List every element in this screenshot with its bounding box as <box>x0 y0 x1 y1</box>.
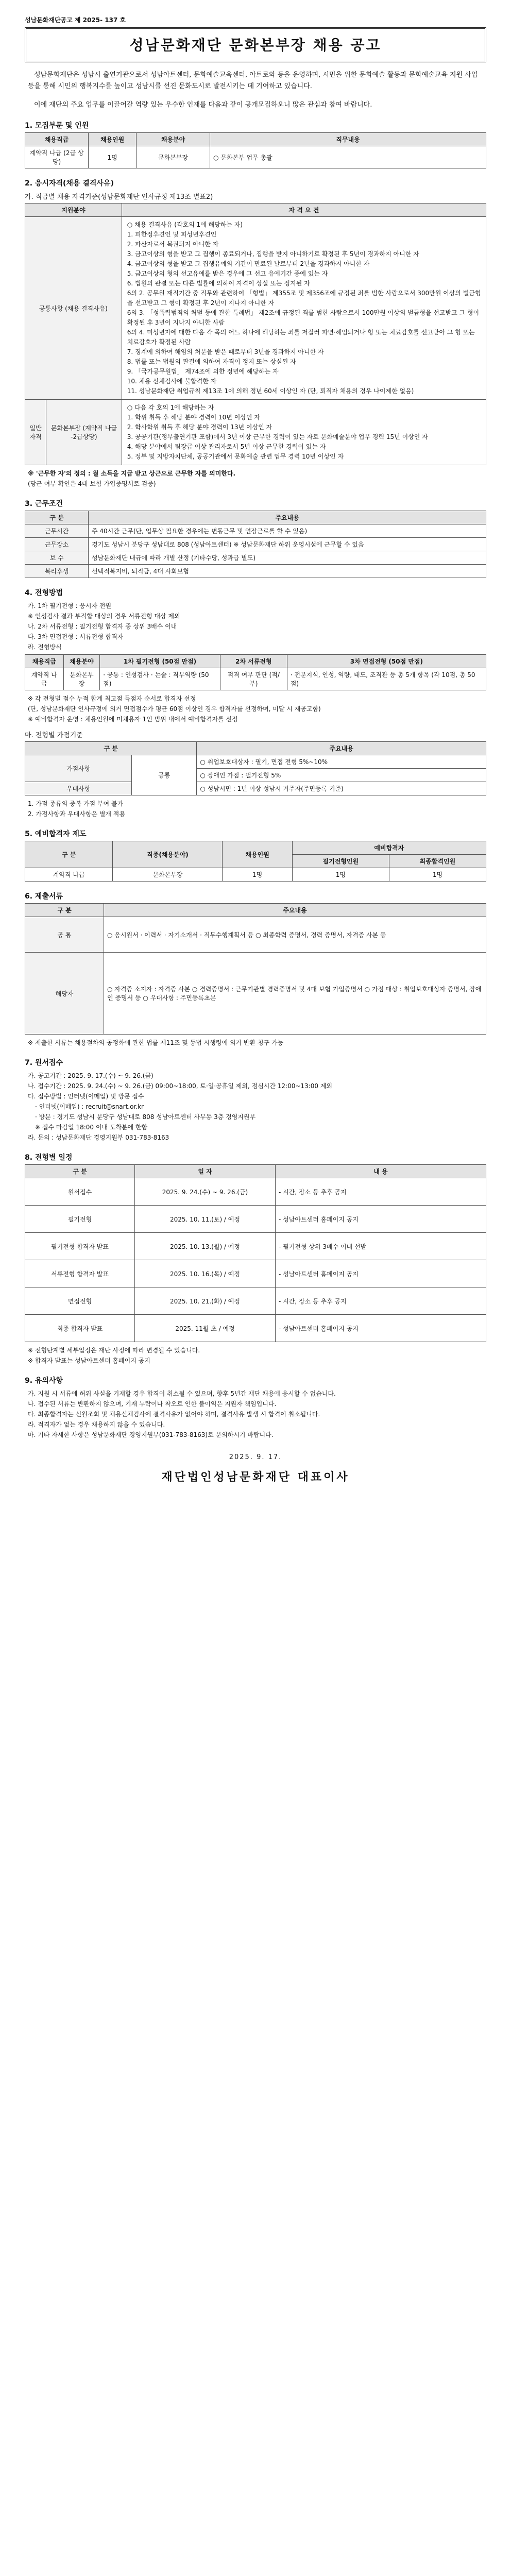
table-cell: 근무장소 <box>25 538 89 551</box>
table-row <box>25 400 486 465</box>
table-header: 직종(채용분야) <box>113 841 223 868</box>
list-item: 1. 학위 취득 후 해당 분야 경력이 10년 이상인 자 <box>127 414 260 421</box>
selection-table <box>25 654 486 690</box>
section-7-title: 7. 원서접수 <box>25 1059 63 1067</box>
application-line: · 인터넷(이메일) : recruit@snart.or.kr <box>35 1103 144 1110</box>
caution-item: 가. 지원 시 서류에 허위 사실을 기재할 경우 합격이 취소될 수 있으며, 향후 5년간 재단 채용에 응시할 수 없습니다. <box>28 1390 336 1397</box>
table-cell: 2025. 9. 24.(수) ~ 9. 26.(금) <box>135 1178 276 1206</box>
table-cell: 계약직 나급 <box>25 868 113 882</box>
section-5-title: 5. 예비합격자 제도 <box>25 830 87 838</box>
table-header: 예비합격자 <box>292 841 486 855</box>
table-row <box>25 551 486 565</box>
table-row <box>25 1315 486 1342</box>
table-cell: 성남문화재단 내규에 따라 개별 산정 (기타수당, 성과급 별도) <box>89 551 486 565</box>
table-cell: ○ 장애인 가점 : 필기전형 5% <box>197 769 486 782</box>
notice-date: 2025. 9. 17. <box>229 1453 282 1461</box>
schedule-table <box>25 1164 486 1342</box>
table-cell: 문화본부장 <box>113 868 223 882</box>
table-cell: ○ 자격증 소지자 : 자격증 사본 ○ 경력증명서 : 근무기관별 경력증명서 및 4대 보험 가입증명서 ○ 가점 대상 : 취업보호대상자 증명서, 장애인 증명서 등 ○ 우대사항 : 주민등록초본 <box>104 953 486 1035</box>
schedule-note: ※ 합격자 발표는 성남아트센터 홈페이지 공지 <box>28 1357 150 1364</box>
selection-line: 다. 3차 면접전형 : 서류전형 합격자 <box>28 633 124 640</box>
table-header: 3차 면접전형 (50점 만점) <box>287 655 486 668</box>
table-row <box>25 1260 486 1287</box>
qualification-footnote-1: ※ '근무한 자'의 정의 : 월 소득을 지급 받고 상근으로 근무한 자를 의미한다. <box>28 470 236 477</box>
application-line: 다. 접수방법 : 인터넷(이메일) 및 방문 접수 <box>28 1093 144 1100</box>
table-header: 구 분 <box>25 511 89 524</box>
issuer-name: 재단법인성남문화재단 대표이사 <box>161 1470 350 1484</box>
table-cell: 우대사항 <box>25 782 132 795</box>
table-cell: 2025. 10. 16.(목) / 예정 <box>135 1260 276 1287</box>
table-header: 최종합격인원 <box>389 855 486 868</box>
list-item: 4. 해당 분야에서 팀장급 이상 관리자로서 5년 이상 근무한 경력이 있는 자 <box>127 443 326 450</box>
table-header: 구 분 <box>25 841 113 868</box>
table-row <box>25 565 486 578</box>
selection-line: 가. 1차 필기전형 : 응시자 전원 <box>28 602 112 609</box>
section-6-title: 6. 제출서류 <box>25 892 63 901</box>
table-cell: 최종 합격자 발표 <box>25 1315 135 1342</box>
table-cell: 1명 <box>223 868 292 882</box>
table-cell: 2025. 11월 초 / 예정 <box>135 1315 276 1342</box>
intro-paragraph-2: 이에 재단의 주요 업무를 이끌어갈 역량 있는 우수한 인재를 다음과 같이 공개모집하오니 많은 관심과 참여 바랍니다. <box>34 101 372 109</box>
table-cell: ○ 문화본부 업무 총괄 <box>210 146 486 168</box>
table-row <box>25 755 486 769</box>
table-row <box>25 217 486 400</box>
table-header: 주요내용 <box>89 511 486 524</box>
table-row <box>25 953 486 1035</box>
table-cell: 면접전형 <box>25 1287 135 1315</box>
application-line: 가. 공고기간 : 2025. 9. 17.(수) ~ 9. 26.(금) <box>28 1072 154 1079</box>
list-item: 4. 금고이상의 형을 받고 그 집행유예의 기간이 만료된 날로부터 2년을 경과하지 아니한 자 <box>127 260 370 267</box>
table-cell: 보 수 <box>25 551 89 565</box>
table-cell: ○ 취업보호대상자 : 필기, 면접 전형 5%~10% <box>197 755 486 769</box>
section-1-title: 1. 모집부문 및 인원 <box>25 122 89 130</box>
signoff <box>25 1453 486 1484</box>
table-cell: 선택적복지비, 퇴직금, 4대 사회보험 <box>89 565 486 578</box>
general-list <box>125 220 483 396</box>
table-cell: - 시간, 장소 등 추후 공지 <box>276 1287 486 1315</box>
selection-note: ※ 각 전형별 점수 누적 합계 최고점 득점자 순서로 합격자 선정 <box>28 695 196 702</box>
selection-note: ※ 예비합격자 운영 : 채용인원에 미채용자 1인 범위 내에서 예비합격자를 선정 <box>28 716 238 723</box>
section-9-title: 9. 유의사항 <box>25 1377 63 1385</box>
work-condition-table <box>25 511 486 578</box>
table-cell: - 성남아트센터 홈페이지 공지 <box>276 1315 486 1342</box>
list-item: 8. 법률 또는 법원의 판결에 의하여 자격이 정지 또는 상실된 자 <box>127 358 296 365</box>
selection-line: 나. 2차 서류전형 : 필기전형 합격자 중 상위 3배수 이내 <box>28 623 177 630</box>
table-header: 구 분 <box>25 742 197 755</box>
table-header: 주요내용 <box>197 742 486 755</box>
table-cell: - 성남아트센터 홈페이지 공지 <box>276 1260 486 1287</box>
list-item: ○ 다음 각 호의 1에 해당하는 자 <box>127 404 214 411</box>
table-cell: 계약직 나급 <box>25 668 64 690</box>
caution-item: 나. 접수된 서류는 반환하지 않으며, 기재 누락이나 착오로 인한 불이익은 지원자 책임입니다. <box>28 1400 277 1408</box>
table-row <box>25 1206 486 1233</box>
list-item: 1. 피한정후견인 및 피성년후견인 <box>127 231 217 238</box>
qualification-footnote-2: (당근 여부 확인은 4대 보험 가입증명서로 검증) <box>28 480 156 487</box>
bonus-table <box>25 741 486 795</box>
caution-item: 라. 적격자가 없는 경우 채용하지 않을 수 있습니다. <box>28 1421 165 1428</box>
selection-note: (단, 성남문화재단 인사규정에 의거 면접점수가 평균 60점 이상인 경우 합격자를 선정하며, 미달 시 재공고함) <box>28 705 321 713</box>
table-row <box>25 524 486 538</box>
table-row <box>25 538 486 551</box>
table-header: 채용분야 <box>63 655 100 668</box>
table-header: 구 분 <box>25 1165 135 1178</box>
table-cell: 근무시간 <box>25 524 89 538</box>
table-cell: 2025. 10. 21.(화) / 예정 <box>135 1287 276 1315</box>
page-title: 성남문화재단 문화본부장 채용 공고 <box>25 27 486 62</box>
list-item: 5. 정부 및 지방자치단체, 공공기관에서 문화예술 관련 업무 경력 10년 이상인 자 <box>127 453 344 460</box>
table-cell: 필기전형 <box>25 1206 135 1233</box>
list-item: 7. 징계에 의하여 해임의 처분을 받은 때로부터 3년을 경과하지 아니한 자 <box>127 348 324 355</box>
table-header: 필기전형인원 <box>292 855 389 868</box>
table-cell: 공 통 <box>25 917 104 953</box>
table-cell: 문화본부장 <box>63 668 100 690</box>
qualification-table <box>25 203 486 465</box>
notice-page <box>25 15 486 1484</box>
table-row <box>25 868 486 882</box>
table-cell: 문화본부장 <box>137 146 210 168</box>
caution-item: 다. 최종합격자는 신원조회 및 채용신체검사에 결격사유가 없어야 하며, 결격사유 발생 시 합격이 취소됩니다. <box>28 1411 320 1418</box>
list-item: 3. 공공기관(정부출연기관 포함)에서 3년 이상 근무한 경력이 있는 자로 문화예술분야 업무 경력 15년 이상인 자 <box>127 433 428 440</box>
table-header: 직무내용 <box>210 133 486 146</box>
general-requirements <box>122 217 486 400</box>
table-header: 내 용 <box>276 1165 486 1178</box>
position-list <box>125 403 483 462</box>
table-header: 채용인원 <box>89 133 137 146</box>
list-item: 11. 성남문화재단 취업규칙 제13조 1에 의해 정년 60세 이상인 자 (단, 퇴직자 채용의 경우 나이제한 없음) <box>127 387 414 395</box>
table-cell: 경기도 성남시 분당구 성남대로 808 (성남아트센터) ※ 성남문화재단 하위 운영시설에 근무할 수 있음 <box>89 538 486 551</box>
schedule-note: ※ 전형단계별 세부일정은 재단 사정에 따라 변경될 수 있습니다. <box>28 1347 200 1354</box>
selection-line: 라. 전형방식 <box>28 643 62 651</box>
table-row <box>25 782 486 795</box>
reserve-table <box>25 841 486 882</box>
documents-note: ※ 제출한 서류는 채용절차의 공정화에 관한 법률 제11조 및 동법 시행령에 의거 반환 청구 가능 <box>28 1039 284 1046</box>
position-requirements <box>122 400 486 465</box>
table-header: 2차 서류전형 <box>220 655 287 668</box>
section-2-title: 2. 응시자격(채용 결격사유) <box>25 179 114 188</box>
table-header: 1차 필기전형 (50점 만점) <box>100 655 220 668</box>
list-item: 10. 채용 신체검사에 불합격한 자 <box>127 378 217 385</box>
table-header: 채용직급 <box>25 133 89 146</box>
list-item: 6의 4. 미성년자에 대한 다음 각 목의 어느 하나에 해당하는 죄를 저질러 파면·해임되거나 형 또는 치료감호를 선고받아 그 형 또는 치료감호가 확정된 사람 <box>127 329 475 346</box>
general-label: 공통사항 (채용 결격사유) <box>25 217 122 400</box>
table-cell: 해당자 <box>25 953 104 1035</box>
table-cell: 1명 <box>89 146 137 168</box>
recruit-table <box>25 132 486 168</box>
table-cell: 서류전형 합격자 발표 <box>25 1260 135 1287</box>
list-item: 6의 2. 공무원 재직기간 중 직무와 관련하여 「형법」 제355조 및 제356조에 규정된 죄를 범한 사람으로서 300만원 이상의 벌금형을 선고받고 그 형이 확정된 후 2년이 지나지 아니한 자 <box>127 290 481 307</box>
table-header: 채용분야 <box>137 133 210 146</box>
table-header: 채용인원 <box>223 841 292 868</box>
table-cell: 계약직 나급 (2급 상당) <box>25 146 89 168</box>
table-header: 채용직급 <box>25 655 64 668</box>
table-cell: ○ 성남시민 : 1년 이상 성남시 거주자(주민등록 기준) <box>197 782 486 795</box>
table-cell: ○ 응시원서 · 이력서 · 자기소개서 · 직무수행계획서 등 ○ 최종학력 증명서, 경력 증명서, 자격증 사본 등 <box>104 917 486 953</box>
application-line: · 방문 : 경기도 성남시 분당구 성남대로 808 성남아트센터 사무동 3층 경영지원부 <box>35 1113 256 1121</box>
section-8-title: 8. 전형별 일정 <box>25 1154 73 1162</box>
section-4-title: 4. 전형방법 <box>25 589 63 597</box>
table-cell: 가점사항 <box>25 755 132 782</box>
table-header: 구 분 <box>25 904 104 917</box>
notice-number: 성남문화재단공고 제 2025- 137 호 <box>25 16 126 24</box>
list-item: 5. 금고이상의 형의 선고유예를 받은 경우에 그 선고 유예기간 중에 있는 자 <box>127 270 328 277</box>
table-cell: 1명 <box>389 868 486 882</box>
table-cell: 주 40시간 근무(단, 업무상 필요한 경우에는 변동근무 및 연장근로를 할 수 있음) <box>89 524 486 538</box>
application-line: 나. 접수기간 : 2025. 9. 24.(수) ~ 9. 26.(금) 09:00~18:00, 토·일·공휴일 제외, 점심시간 12:00~13:00 제외 <box>28 1082 332 1090</box>
table-cell: 원서접수 <box>25 1178 135 1206</box>
bonus-title: 마. 전형별 가점기준 <box>25 732 83 739</box>
list-item: 2. 학사학위 취득 후 해당 분야 경력이 13년 이상인 자 <box>127 423 272 431</box>
bonus-note: 1. 가점 종류의 중복 가점 부여 불가 <box>28 800 124 807</box>
intro-paragraph-1: 성남문화재단은 성남시 출연기관으로서 성남아트센터, 문화예술교육센터, 아트로와 등을 운영하며, 시민을 위한 문화예술 활동과 문화예술교육 지원 사업 등을 통해 시민의 행복지수를 높이고 성남시를 선진 문화도시로 발전시키는 데 기여하고 있습니다. <box>28 71 478 90</box>
table-cell: - 시간, 장소 등 추후 공지 <box>276 1178 486 1206</box>
table-cell: · 공통 : 인성검사 · 논술 : 직무역량 (50점) <box>100 668 220 690</box>
documents-table <box>25 903 486 1035</box>
list-item: 9. 「국가공무원법」 제74조에 의한 정년에 해당하는 자 <box>127 368 279 375</box>
table-cell: - 필기전형 상위 3배수 이내 선발 <box>276 1233 486 1260</box>
position-label: 문화본부장 (계약직 나급 -2급상당) <box>46 400 122 465</box>
table-cell: · 전문지식, 인성, 역량, 태도, 조직관 등 총 5개 항목 (각 10점, 총 50점) <box>287 668 486 690</box>
table-row <box>25 668 486 690</box>
section-3-title: 3. 근무조건 <box>25 500 63 508</box>
list-item: ○ 채용 결격사유 (각호의 1에 해당하는 자) <box>127 221 243 228</box>
table-row <box>25 1233 486 1260</box>
table-header: 지원분야 <box>25 204 122 217</box>
table-row <box>25 1287 486 1315</box>
selection-line: ※ 인성검사 결과 부적합 대상의 경우 서류전형 대상 제외 <box>28 613 180 620</box>
table-header: 일 자 <box>135 1165 276 1178</box>
table-cell: 2025. 10. 11.(토) / 예정 <box>135 1206 276 1233</box>
table-cell: 적격 여부 판단 (적/부) <box>220 668 287 690</box>
table-cell: - 성남아트센터 홈페이지 공지 <box>276 1206 486 1233</box>
table-header: 자 격 요 건 <box>122 204 486 217</box>
caution-item: 마. 기타 자세한 사항은 성남문화재단 경영지원부(031-783-8163)로 문의하시기 바랍니다. <box>28 1431 274 1438</box>
table-header: 주요내용 <box>104 904 486 917</box>
application-line: 라. 문의 : 성남문화재단 경영지원부 031-783-8163 <box>28 1134 169 1141</box>
table-row <box>25 917 486 953</box>
table-row <box>25 146 486 168</box>
table-cell: 2025. 10. 13.(월) / 예정 <box>135 1233 276 1260</box>
table-row <box>25 1178 486 1206</box>
list-item: 3. 금고이상의 형을 받고 그 집행이 종료되거나, 집행을 받지 아니하기로 확정된 후 5년이 경과하지 아니한 자 <box>127 250 419 258</box>
position-side-label: 일반자격 <box>25 400 46 465</box>
section-2-subtitle: 가. 직급별 채용 자격기준(성남문화재단 인사규정 제13조 별표2) <box>25 193 213 201</box>
bonus-note: 2. 가점사항과 우대사항은 별개 적용 <box>28 810 125 818</box>
table-cell: 복리후생 <box>25 565 89 578</box>
list-item: 6의 3. 「성폭력범죄의 처벌 등에 관한 특례법」 제2조에 규정된 죄를 범한 사람으로서 100만원 이상의 벌금형을 선고받고 그 형이 확정된 후 3년이 지나지 아니한 사람 <box>127 309 480 326</box>
application-line: ※ 접수 마감일 18:00 이내 도착분에 한함 <box>35 1124 148 1131</box>
table-cell: 1명 <box>292 868 389 882</box>
list-item: 6. 법원의 판결 또는 다른 법률에 의하여 자격이 상실 또는 정지된 자 <box>127 280 310 287</box>
table-cell: 필기전형 합격자 발표 <box>25 1233 135 1260</box>
list-item: 2. 파산자로서 복권되지 아니한 자 <box>127 241 219 248</box>
table-cell: 공통 <box>132 755 197 795</box>
